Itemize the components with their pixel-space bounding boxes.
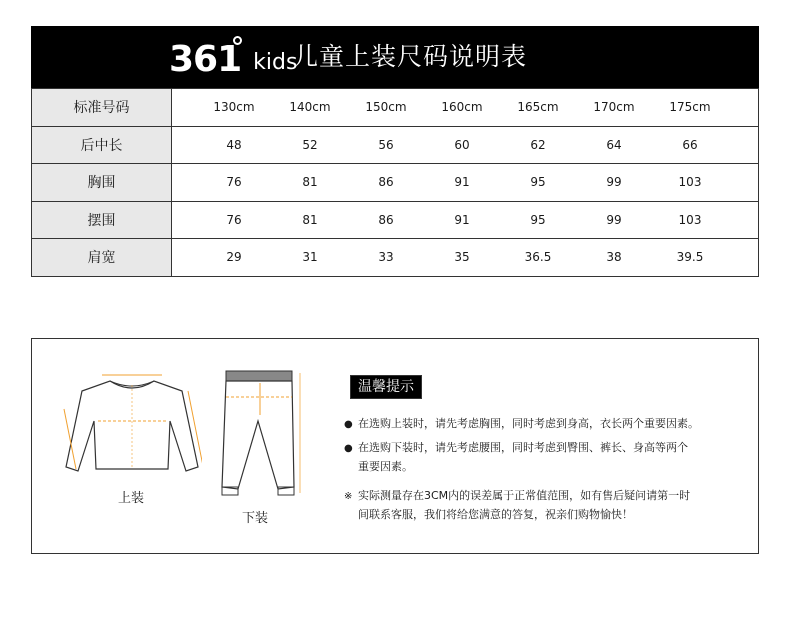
value-cell: 52	[302, 137, 318, 152]
value-cell: 103	[678, 212, 702, 227]
size-table	[31, 88, 759, 277]
tip-text-continued: 重要因素。	[358, 460, 413, 473]
value-cell: 33	[378, 250, 394, 265]
size-cell: 130cm	[213, 100, 255, 115]
value-cell: 39.5	[676, 250, 704, 265]
table-row	[32, 126, 759, 164]
row-values	[172, 201, 759, 239]
value-cell: 86	[378, 212, 394, 227]
brand-ring-icon	[233, 36, 242, 45]
tips-heading: 温馨提示	[350, 375, 422, 399]
value-cell: 31	[302, 250, 318, 265]
value-cell: 99	[606, 212, 622, 227]
tip-text-continued: 间联系客服，我们将给您满意的答复，祝亲们购物愉快！	[358, 508, 633, 521]
row-values	[172, 239, 759, 277]
value-cell: 36.5	[524, 250, 552, 265]
bullet-icon: ●	[344, 443, 353, 454]
table-row	[32, 239, 759, 277]
table-header-row	[32, 89, 759, 127]
tip-text: 在选购上装时，请先考虑胸围，同时考虑到身高，衣长两个重要因素。	[358, 417, 699, 430]
value-cell: 95	[530, 212, 546, 227]
value-cell: 56	[378, 137, 394, 152]
size-cell: 170cm	[593, 100, 635, 115]
header-label-cell: 标准号码	[32, 89, 172, 127]
value-cell: 81	[302, 212, 318, 227]
row-label-cell: 后中长	[32, 126, 172, 164]
brand-suffix: kids	[253, 50, 298, 75]
note-icon: ※	[344, 491, 353, 502]
row-label-cell: 肩宽	[32, 239, 172, 277]
value-cell: 86	[378, 175, 394, 190]
bottom-caption: 下装	[242, 511, 269, 526]
tip-item	[344, 415, 699, 434]
value-cell: 48	[226, 137, 242, 152]
value-cell: 60	[454, 137, 470, 152]
size-cell: 160cm	[441, 100, 483, 115]
value-cell: 29	[226, 250, 242, 265]
page-title: 儿童上装尺码说明表	[293, 42, 528, 71]
tip-item	[344, 487, 754, 524]
value-cell: 95	[530, 175, 546, 190]
value-cell: 35	[454, 250, 470, 265]
table-row	[32, 201, 759, 239]
tip-text: 在选购下装时，请先考虑腰围，同时考虑到臀围、裤长、身高等两个	[358, 441, 688, 454]
value-cell: 76	[226, 212, 242, 227]
row-values	[172, 126, 759, 164]
size-chart-section	[31, 26, 759, 277]
value-cell: 81	[302, 175, 318, 190]
value-cell: 103	[678, 175, 702, 190]
value-cell: 91	[454, 212, 470, 227]
value-cell: 76	[226, 175, 242, 190]
value-cell: 38	[606, 250, 622, 265]
size-cell: 165cm	[517, 100, 559, 115]
size-cell: 140cm	[289, 100, 331, 115]
top-caption: 上装	[118, 491, 145, 506]
bottom-garment-diagram	[220, 369, 310, 504]
row-label-cell: 摆围	[32, 201, 172, 239]
bullet-icon: ●	[344, 419, 353, 430]
tip-item	[344, 439, 744, 476]
size-cell: 175cm	[669, 100, 711, 115]
brand-logo	[169, 34, 297, 80]
row-values	[172, 164, 759, 202]
header-bar	[31, 26, 759, 88]
top-garment-diagram	[62, 369, 202, 479]
value-cell: 64	[606, 137, 622, 152]
tip-text: 实际测量存在3CM内的误差属于正常值范围，如有售后疑问请第一时	[358, 489, 691, 502]
row-label-cell: 胸围	[32, 164, 172, 202]
value-cell: 66	[682, 137, 698, 152]
value-cell: 91	[454, 175, 470, 190]
value-cell: 62	[530, 137, 546, 152]
size-cell: 150cm	[365, 100, 407, 115]
size-values	[172, 89, 759, 127]
table-row	[32, 164, 759, 202]
value-cell: 99	[606, 175, 622, 190]
brand-number: 361	[169, 39, 242, 80]
tips-section	[31, 338, 759, 554]
